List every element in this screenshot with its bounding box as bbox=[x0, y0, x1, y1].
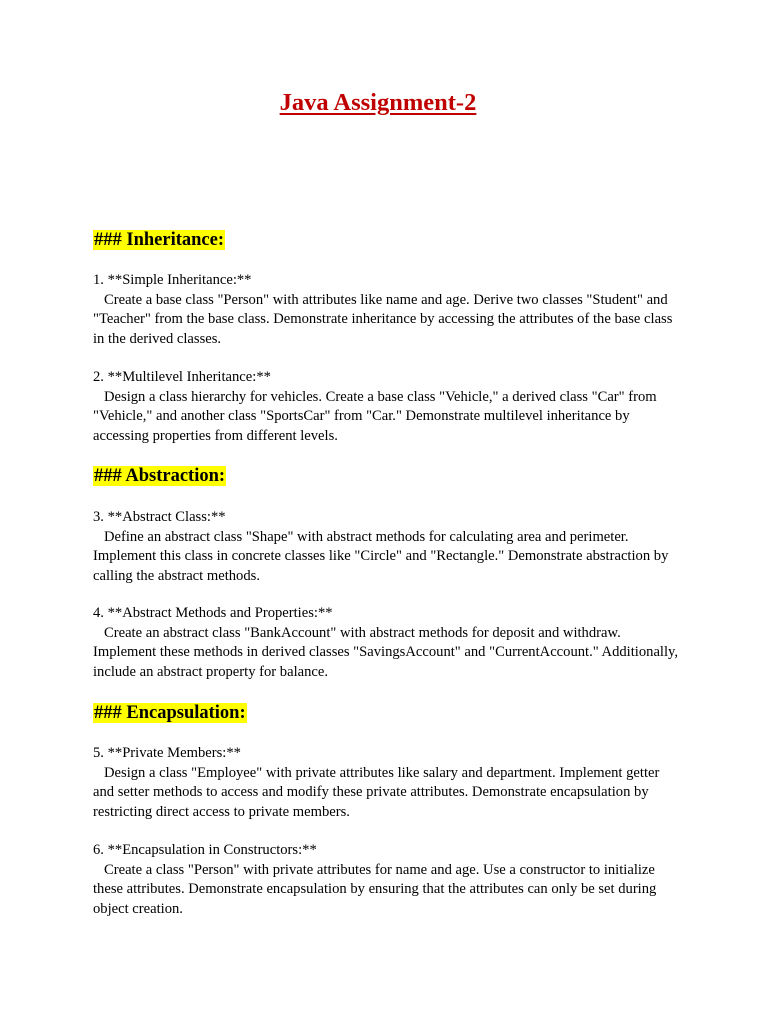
section-heading-text: ### Encapsulation: bbox=[94, 703, 246, 723]
page-title bbox=[0, 86, 756, 120]
exercise-description: Design a class "Employee" with private attributes like salary and department. Implement getter and setter methods to access and modify these private attributes. Demonstrate encapsulation by restricting direct access to private members. bbox=[93, 764, 660, 820]
exercise-item bbox=[93, 508, 683, 586]
exercise-item bbox=[93, 744, 683, 822]
exercise-item bbox=[93, 368, 683, 446]
exercise-description: Create an abstract class "BankAccount" with abstract methods for deposit and withdraw. Implement these methods in derived classes "SavingsAccount" and "CurrentAccount." Additionally, include an abstract property for balance. bbox=[93, 624, 679, 680]
exercise-description: Design a class hierarchy for vehicles. Create a base class "Vehicle," a derived class "Car" from "Vehicle," and another class "SportsCar" from "Car." Demonstrate multilevel inheritance by accessing properties from different levels. bbox=[93, 388, 657, 444]
exercise-title: 2. **Multilevel Inheritance:** bbox=[93, 369, 271, 385]
exercise-item bbox=[93, 841, 683, 919]
exercise-title: 4. **Abstract Methods and Properties:** bbox=[93, 605, 333, 621]
section-heading-text: ### Inheritance: bbox=[94, 230, 224, 250]
exercise-title: 6. **Encapsulation in Constructors:** bbox=[93, 842, 317, 858]
section-heading-inheritance bbox=[93, 228, 225, 252]
exercise-description: Create a base class "Person" with attributes like name and age. Derive two classes "Student" and "Teacher" from the base class. Demonstrate inheritance by accessing the attributes of the base class in the derived classes. bbox=[93, 291, 673, 347]
exercise-description: Define an abstract class "Shape" with abstract methods for calculating area and perimeter. Implement this class in concrete classes like "Circle" and "Rectangle." Demonstrate abstraction by calling the abstract methods. bbox=[93, 528, 669, 584]
exercise-description: Create a class "Person" with private attributes for name and age. Use a constructor to initialize these attributes. Demonstrate encapsulation by ensuring that the attributes can only be set during object creation. bbox=[93, 861, 657, 917]
exercise-item bbox=[93, 271, 683, 349]
exercise-item bbox=[93, 604, 683, 682]
exercise-title: 5. **Private Members:** bbox=[93, 745, 241, 761]
section-heading-encapsulation bbox=[93, 701, 247, 725]
exercise-title: 3. **Abstract Class:** bbox=[93, 509, 226, 525]
page-title-text: Java Assignment-2 bbox=[279, 89, 477, 116]
section-heading-abstraction bbox=[93, 464, 226, 488]
section-heading-text: ### Abstraction: bbox=[94, 466, 226, 486]
exercise-title: 1. **Simple Inheritance:** bbox=[93, 272, 252, 288]
